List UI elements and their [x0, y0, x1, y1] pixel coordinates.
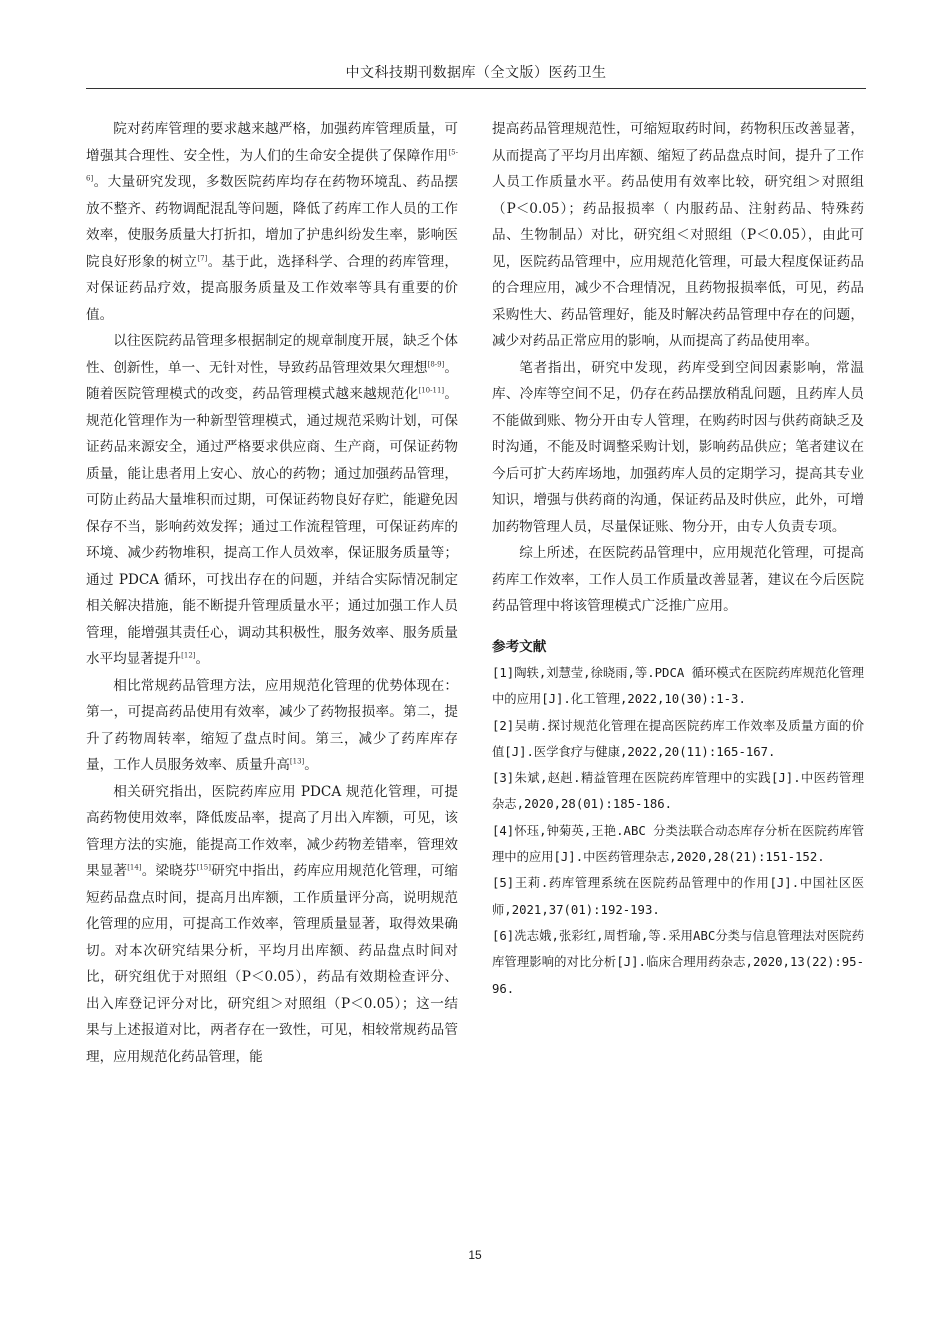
- text: 。: [304, 757, 318, 773]
- journal-header: 中文科技期刊数据库（全文版）医药卫生: [345, 65, 607, 81]
- citation: [14]: [127, 863, 142, 872]
- text: 研究中指出，药库应用规范化管理，可缩短药品盘点时间，提高月出库额，工作质量评分高，说明规范化管理的应用，可提高工作效率，管理质量显著，取得效果确切。对本次研究结果分析，平均月出库额、药品盘点时间对比，研究组优于对照组（P＜0.05），药品有效期检查评分、出入库登记评分对比，研究组＞对照组（P＜0.05）；这一结果与上述报道对比，两者存在一致性，可见，相较常规药品管理，应用规范化药品管理，能: [86, 863, 459, 1065]
- reference-item: [6]冼志娥,张彩红,周哲瑜,等.采用ABC分类与信息管理法对医院药库管理影响的对比分析[J].临床合理用药杂志,2020,13(22):95-96.: [492, 928, 864, 996]
- paragraph-3: [86, 673, 458, 779]
- left-column: [86, 116, 458, 1070]
- reference-item: [4]怀珏,钟菊英,王艳.ABC 分类法联合动态库存分析在医院药库管理中的应用[J].中医药管理杂志,2020,28(21):151-152.: [492, 823, 864, 865]
- paragraph-6: 笔者指出，研究中发现，药库受到空间因素影响，常温库、冷库等空间不足，仍存在药品摆放稍乱问题，且药库人员不能做到账、物分开由专人管理，在购药时因与供药商缺乏及时沟通，不能及时调整采购计划，影响药品供应；笔者建议在今后可扩大药库场地，加强药库人员的定期学习，提高其专业知识，增强与供药商的沟通，保证药品及时供应，此外，可增加药物管理人员，尽量保证账、物分开，由专人负责专项。: [492, 359, 864, 535]
- header-rule: [86, 88, 866, 89]
- citation: [7]: [197, 253, 208, 262]
- text: 。规范化管理作为一种新型管理模式，通过规范采购计划，可保证药品来源安全，通过严格要求供应商、生产商，可保证药物质量，能让患者用上安心、放心的药物；通过加强药品管理，可防止药品大量堆积而过期，可保证药物良好存贮，能避免因保存不当，影响药效发挥；通过工作流程管理，可保证药库的环境、减少药物堆积，提高工作人员效率，保证服务质量等；通过 PDCA 循环，可找出存在的问题，并结合实际情况制定相关解决措施，能不断提升管理质量水平；通过加强工作人员管理，能增强其责任心，调动其积极性，服务效率、服务质量水平均显著提升: [86, 386, 459, 667]
- text: 。大量研究发现，多数医院药库均存在药物环境乱、药品摆放不整齐、药物调配混乱等问题，降低了药库工作人员的工作效率，使服务质量大打折扣，增加了护患纠纷发生率，影响医院良好形象的树立: [86, 174, 458, 270]
- citation: [15]: [196, 863, 211, 872]
- citation: [8-9]: [427, 359, 445, 368]
- paragraph-2: [86, 328, 458, 673]
- paragraph-5: 提高药品管理规范性，可缩短取药时间，药物积压改善显著，从而提高了平均月出库额、缩短了药品盘点时间，提升了工作人员工作质量水平。药品使用有效率比较，研究组＞对照组（P＜0.05）；药品报损率（ 内服药品、注射药品、特殊药品、生物制品）对比，研究组＜对照组（P＜0.05），由此可见，医院药品管理中，应用规范化管理，可最大程度保证药品的合理应用，减少不合理情况，且药物报损率低，可见，药品采购性大、药品管理好，能及时解决药品管理中存在的问题，减少对药品正常应用的影响，从而提高了药品使用率。: [492, 121, 864, 349]
- paragraph-1: [86, 116, 458, 328]
- text: 。基于此，选择科学、合理的药库管理，对保证药品疗效，提高服务质量及工作效率等具有重要的价值。: [86, 253, 459, 323]
- text: 院对药库管理的要求越来越严格，加强药库管理质量，可增强其合理性、安全性，为人们的生命安全提供了保障作用: [86, 121, 458, 164]
- text: 相关研究指出，医院药库应用 PDCA 规范化管理，可提高药物使用效率，降低废品率，提高了月出入库额，可见，该管理方法的实施，能提高工作效率，减少药物差错率，管理效果显著: [86, 783, 458, 879]
- reference-item: [5]王莉.药库管理系统在医院药品管理中的作用[J].中国社区医师,2021,37(01):192-193.: [492, 876, 864, 917]
- page-number: 15: [468, 1248, 482, 1262]
- paragraph-7: 综上所述，在医院药品管理中，应用规范化管理，可提高药库工作效率，工作人员工作质量改善显著，建议在今后医院药品管理中将该管理模式广泛推广应用。: [492, 545, 864, 614]
- citation: [12]: [181, 651, 196, 660]
- reference-item: [1]陶轶,刘慧莹,徐晓雨,等.PDCA 循环模式在医院药库规范化管理中的应用[J].化工管理,2022,10(30):1-3.: [492, 666, 864, 707]
- citation: [10-11]: [418, 386, 445, 395]
- text: 以往医院药品管理多根据制定的规章制度开展，缺乏个体性、创新性，单一、无针对性，导致药品管理效果欠理想: [86, 333, 458, 376]
- reference-item: [3]朱斌,赵赳.精益管理在医院药库管理中的实践[J].中医药管理杂志,2020,28(01):185-186.: [492, 771, 864, 812]
- text: 。梁晓芬: [141, 863, 197, 879]
- references-heading: 参考文献: [492, 638, 547, 655]
- text: 。: [195, 651, 210, 667]
- citation: [13]: [289, 757, 305, 766]
- right-column: [492, 116, 864, 1002]
- citation: [5-6]: [86, 147, 458, 183]
- text: 相比常规药品管理方法，应用规范化管理的优势体现在：第一，可提高药品使用有效率，减少了药物报损率。第二，提升了药物周转率，缩短了盘点时间。第三，减少了药库库存量，工作人员服务效率、质量升高: [86, 677, 458, 773]
- reference-item: [2]吴萌.探讨规范化管理在提高医院药库工作效率及质量方面的价值[J].医学食疗与健康,2022,20(11):165-167.: [492, 718, 864, 759]
- paragraph-4: [86, 779, 458, 1071]
- text: 。随着医院管理模式的改变，药品管理模式越来越规范化: [86, 359, 459, 402]
